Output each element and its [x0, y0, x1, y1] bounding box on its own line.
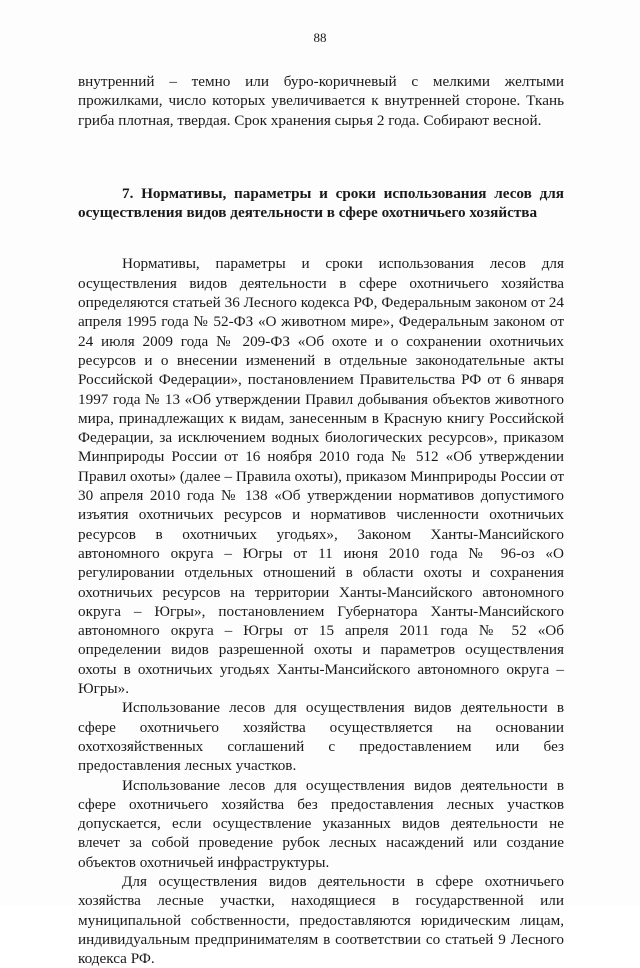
section-title: 7. Нормативы, параметры и сроки использования лесов для осуществления видов деятельности в сфере охотничьего хозяйства [78, 184, 564, 222]
paragraph-regulations: Нормативы, параметры и сроки использования лесов для осуществления видов деятельности в сфере охотничьего хозяйства определяются статьей 36 Лесного кодекса РФ, Федеральным законом от 24 апреля 1995 года № 52-ФЗ «О животном мире», Федеральным законом от 24 июля 2009 года № 209-ФЗ «Об охоте и о сохранении охотничьих ресурсов и о внесении изменений в отдельные законодательные акты Российской Федерации», постановлением Правительства РФ от 6 января 1997 года № 13 «Об утверждении Правил добывания объектов животного мира, принадлежащих к видам, занесенным в Красную книгу Российской Федерации, за исключением водных биологических ресурсов», приказом Минприроды России от 16 ноября 2010 года № 512 «Об утверждении Правил охоты» (далее – Правила охоты), приказом Минприроды России от 30 апреля 2010 года № 138 «Об утверждении нормативов допустимого изъятия охотничьих ресурсов и нормативов численности охотничьих ресурсов в охотничьих угодьях», Законом Ханты-Мансийского автономного округа – Югры от 11 июня 2010 года № 96-оз «О регулировании отдельных отношений в области охоты и сохранения охотничьих ресурсов на территории Ханты-Мансийского автономного округа – Югры», постановлением Губернатора Ханты-Мансийского автономного округа – Югры от 15 апреля 2011 года № 52 «Об определении видов разрешенной охоты и параметров осуществления охоты в охотничьих угодьях Ханты-Мансийского автономного округа – Югры». [78, 255, 564, 698]
document-body [78, 72, 564, 968]
intro-paragraph: внутренний – темно или буро-коричневый с мелкими желтыми прожилками, число которых увеличивается к внутренней стороне. Ткань гриба плотная, твердая. Срок хранения сырья 2 года. Собирают весной. [78, 73, 564, 129]
page-number: 88 [313, 30, 327, 45]
paragraph-plot-provision: Для осуществления видов деятельности в сфере охотничьего хозяйства лесные участки, находящиеся в государственной или муниципальной собственности, предоставляются юридическим лицам, индивидуальным предпринимателям в соответствии со статьей 9 Лесного кодекса РФ. [78, 872, 564, 968]
paragraph-without-plots: Использование лесов для осуществления видов деятельности в сфере охотничьего хозяйства без предоставления лесных участков допускается, если осуществление указанных видов деятельности не влечет за собой проведение рубок лесных насаждений или создание объектов охотничьей инфраструктуры. [78, 776, 564, 871]
paragraph-hunting-agreements: Использование лесов для осуществления видов деятельности в сфере охотничьего хозяйства осуществляется на основании охотхозяйственных соглашений с предоставлением или без предоставления лесных участков. [78, 699, 564, 775]
